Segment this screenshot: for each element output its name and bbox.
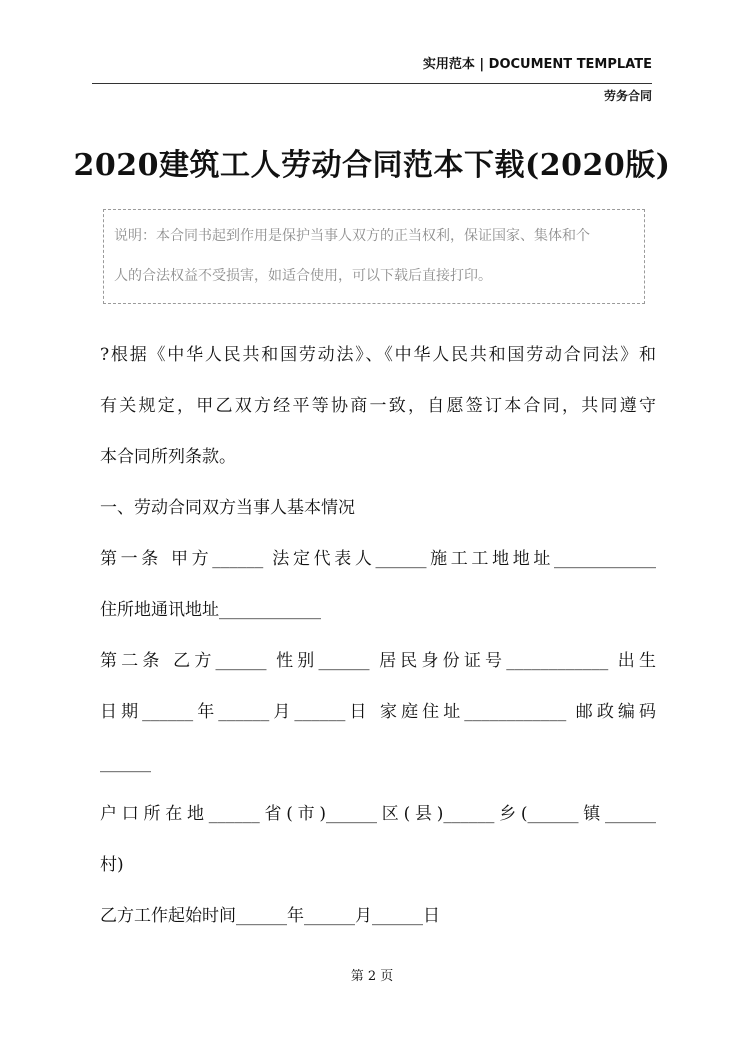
note-line-1: 说明：本合同书起到作用是保护当事人双方的正当权利，保证国家、集体和个 [114, 228, 590, 244]
article-2-line-1: 第二条 乙方______ 性别______ 居民身份证号____________ 出生 [100, 651, 656, 671]
article-1-line-2: 住所地通讯地址____________ [100, 600, 321, 620]
hukou-line-2: 村) [100, 855, 124, 875]
page-number: 第 2 页 [350, 969, 394, 984]
article-1-line-1: 第一条 甲方______ 法定代表人______施工工地地址____________ [100, 549, 656, 569]
header-brand: 实用范本 | DOCUMENT TEMPLATE [422, 57, 652, 72]
intro-line-1: ?根据《中华人民共和国劳动法》、《中华人民共和国劳动合同法》和 [100, 345, 656, 365]
article-2-line-3: ______ [100, 753, 151, 773]
header-category: 劳务合同 [603, 89, 652, 103]
intro-line-3: 本合同所列条款。 [100, 447, 236, 467]
note-line-2: 人的合法权益不受损害，如适合使用，可以下载后直接打印。 [114, 268, 492, 284]
document-title: 2020建筑工人劳动合同范本下载(2020版) [73, 148, 671, 183]
header-divider [92, 83, 652, 84]
article-2-line-2: 日期______年______月______日 家庭住址____________ 邮政编码 [100, 702, 656, 722]
section-1-heading: 一、劳动合同双方当事人基本情况 [100, 498, 355, 518]
start-time-line: 乙方工作起始时间______年______月______日 [100, 906, 440, 926]
note-box [103, 209, 645, 304]
document-body [100, 330, 656, 942]
hukou-line-1: 户口所在地______省(市)______区(县)______乡(______镇______ [100, 804, 656, 824]
intro-line-2: 有关规定，甲乙双方经平等协商一致，自愿签订本合同，共同遵守 [100, 396, 656, 416]
